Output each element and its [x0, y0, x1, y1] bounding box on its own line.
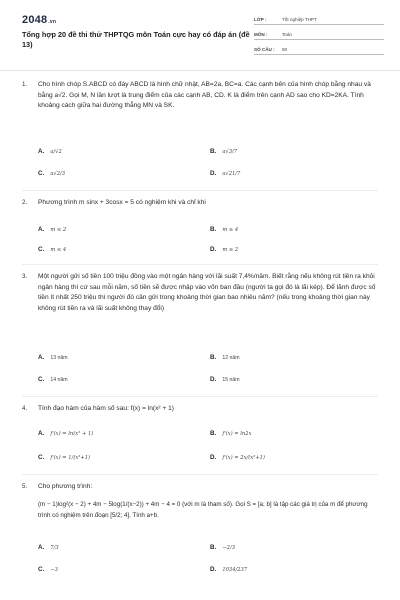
meta-value: 50 — [282, 46, 288, 52]
option-label: D. — [210, 170, 217, 177]
option-value: f'(x) = ln(x² + 1) — [50, 431, 94, 437]
question-stem: Một người gửi số tiền 100 triệu đồng vào một ngân hàng với lãi suất 7,4%/năm. Biết rằng nếu không rút tiền ra khỏi ngân hàng thì cứ sau mỗi năm, số tiền sẽ được nhập vào vốn ban đầu (người ta gọi đó là lãi kép). Để lãnh được số tiền ít nhất 250 triệu thì người đó cần gửi trong khoảng thời gian bao nhiêu năm? (nếu trong khoảng thời gian này không rút tiền ra và lãi suất không thay đổi) — [38, 273, 376, 312]
option-label: C. — [38, 566, 45, 573]
option-value: m ≤ 4 — [50, 247, 67, 253]
option-label: A. — [38, 226, 45, 233]
option-label: D. — [210, 376, 217, 383]
option-label: A. — [38, 148, 45, 155]
question-divider — [22, 474, 378, 475]
meta-value: Tốt nghiệp THPT — [282, 16, 317, 22]
question-divider — [22, 264, 378, 265]
option-b[interactable] — [210, 226, 238, 233]
option-label: B. — [210, 354, 217, 361]
question-stem: Tính đạo hàm của hàm số sau: f(x) = ln(x² + 1) — [38, 405, 174, 412]
option-label: B. — [210, 226, 217, 233]
document-header — [0, 0, 400, 64]
option-a[interactable] — [38, 148, 62, 155]
option-value: a√2/3 — [50, 171, 66, 177]
meta-value: Toán — [282, 31, 292, 37]
meta-row-count — [254, 44, 384, 55]
question-number: 1. — [22, 81, 28, 88]
option-value: 1034/237 — [222, 567, 248, 573]
option-b[interactable] — [210, 430, 252, 437]
option-a[interactable] — [38, 226, 66, 233]
option-b[interactable] — [210, 544, 235, 551]
option-label: A. — [38, 354, 45, 361]
option-c[interactable] — [38, 170, 65, 177]
option-label: D. — [210, 454, 217, 461]
meta-label: LỚP : — [254, 16, 267, 22]
option-label: B. — [210, 148, 217, 155]
option-value: f'(x) = 1/(x²+1) — [50, 455, 91, 461]
option-c[interactable] — [38, 376, 68, 383]
meta-label: MÔN : — [254, 31, 268, 37]
option-label: D. — [210, 246, 217, 253]
option-a[interactable] — [38, 354, 68, 361]
option-label: A. — [38, 544, 45, 551]
option-c[interactable] — [38, 246, 66, 253]
meta-row-class — [254, 14, 384, 25]
question-divider — [22, 190, 378, 191]
document-title: Tổng hợp 20 đề thi thử THPTQG môn Toán cực hay có đáp án (đề 13) — [22, 30, 250, 49]
option-value: 12 năm — [222, 355, 240, 361]
option-d[interactable] — [210, 566, 247, 573]
question-stem: Cho hình chóp S.ABCD có đáy ABCD là hình chữ nhật, AB=2a, BC=a. Các cạnh bên của hình chóp bằng nhau và bằng a√2. Gọi M, N lần lượt là trung điểm của các cạnh AB, CD. K là điểm trên cạnh AD sao cho KD=2KA. Tính khoảng cách giữa hai đường thẳng MN và SK. — [38, 81, 371, 109]
option-c[interactable] — [38, 454, 90, 461]
question-number: 2. — [22, 199, 28, 206]
option-value: 7/3 — [50, 545, 59, 551]
option-value: −2/3 — [222, 545, 236, 551]
question-equation: (m − 1)log²(x − 2) + 4m − 5log(1/(x−2)) + 4m − 4 = 0 (với m là tham số). Gọi S = [a; b] là tập các giá trị của m để phương trình có nghiệm trên đoạn [5/2; 4]. Tính a+b. — [38, 501, 368, 519]
question-number: 4. — [22, 405, 28, 412]
option-label: D. — [210, 566, 217, 573]
option-label: C. — [38, 454, 45, 461]
option-label: B. — [210, 430, 217, 437]
option-value: −3 — [50, 567, 58, 573]
option-label: A. — [38, 430, 45, 437]
meta-panel — [254, 14, 384, 59]
option-value: a√21/7 — [222, 171, 241, 177]
option-label: C. — [38, 170, 45, 177]
question-number: 3. — [22, 273, 28, 280]
option-b[interactable] — [210, 354, 240, 361]
option-value: 15 năm — [222, 377, 240, 383]
option-value: m ≥ 4 — [222, 227, 239, 233]
option-value: a/√2 — [50, 149, 62, 155]
brand-logo[interactable] — [22, 14, 56, 26]
brand-name: 2048 — [22, 14, 48, 26]
option-value: 13 năm — [50, 355, 68, 361]
question-number: 5. — [22, 483, 28, 490]
option-d[interactable] — [210, 454, 265, 461]
option-label: C. — [38, 246, 45, 253]
option-a[interactable] — [38, 544, 59, 551]
question-stem: Phương trình m sinx + 3cosx = 5 có nghiệm khi và chỉ khi — [38, 199, 206, 206]
option-value: m ≥ 2 — [222, 247, 239, 253]
option-label: B. — [210, 544, 217, 551]
header-divider — [0, 70, 400, 71]
option-value: 14 năm — [50, 377, 68, 383]
question-stem: Cho phương trình: — [38, 483, 93, 490]
option-value: a√3/7 — [222, 149, 238, 155]
meta-label: SỐ CÂU : — [254, 46, 275, 52]
brand-suffix: .vn — [48, 19, 57, 25]
option-value: m ≤ 2 — [50, 227, 67, 233]
option-a[interactable] — [38, 430, 93, 437]
option-b[interactable] — [210, 148, 237, 155]
option-value: f'(x) = 2x/(x²+1) — [222, 455, 265, 461]
meta-row-subject — [254, 29, 384, 40]
option-d[interactable] — [210, 170, 240, 177]
option-d[interactable] — [210, 246, 238, 253]
option-d[interactable] — [210, 376, 240, 383]
option-value: f'(x) = ln2x — [222, 431, 252, 437]
question-divider — [22, 396, 378, 397]
option-c[interactable] — [38, 566, 58, 573]
option-label: C. — [38, 376, 45, 383]
